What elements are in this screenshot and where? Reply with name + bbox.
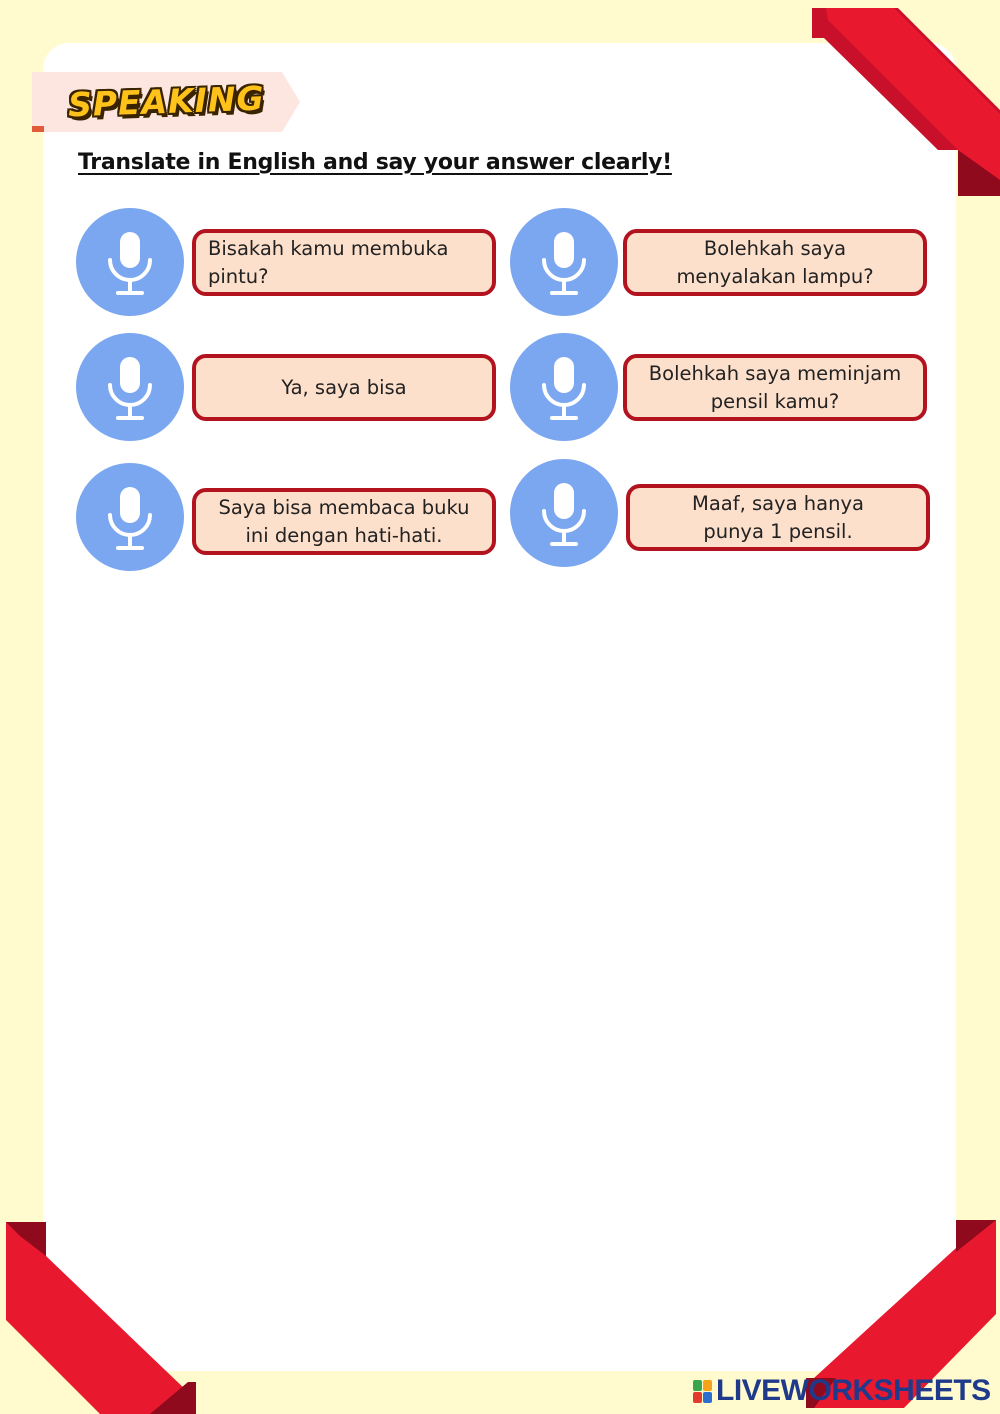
phrase-box-1: Bisakah kamu membuka pintu? bbox=[192, 229, 496, 296]
mic-button-6[interactable] bbox=[510, 459, 618, 567]
mic-button-4[interactable] bbox=[510, 333, 618, 441]
liveworksheets-logo bbox=[693, 1374, 991, 1408]
mic-button-2[interactable] bbox=[510, 208, 618, 316]
phrase-box-3: Ya, saya bisa bbox=[192, 354, 496, 421]
phrase-box-4: Bolehkah saya meminjam pensil kamu? bbox=[623, 354, 927, 421]
corner-ribbon-bottom-left bbox=[0, 1216, 196, 1414]
phrase-box-6: Maaf, saya hanya punya 1 pensil. bbox=[626, 484, 930, 551]
microphone-icon bbox=[76, 463, 184, 571]
mic-button-5[interactable] bbox=[76, 463, 184, 571]
microphone-icon bbox=[510, 333, 618, 441]
instruction-text: Translate in English and say your answer clearly! bbox=[78, 150, 672, 175]
phrase-box-5: Saya bisa membaca buku ini dengan hati-hati. bbox=[192, 488, 496, 555]
banner-title: SPEAKING bbox=[67, 78, 266, 125]
logo-text: LIVEWORKSHEETS bbox=[716, 1374, 991, 1407]
microphone-icon bbox=[76, 208, 184, 316]
mic-button-1[interactable] bbox=[76, 208, 184, 316]
mic-button-3[interactable] bbox=[76, 333, 184, 441]
microphone-icon bbox=[76, 333, 184, 441]
phrase-box-2: Bolehkah saya menyalakan lampu? bbox=[623, 229, 927, 296]
liveworksheets-logo-icon bbox=[693, 1380, 712, 1403]
corner-ribbon-top-right bbox=[808, 0, 1000, 196]
microphone-icon bbox=[510, 208, 618, 316]
microphone-icon bbox=[510, 459, 618, 567]
